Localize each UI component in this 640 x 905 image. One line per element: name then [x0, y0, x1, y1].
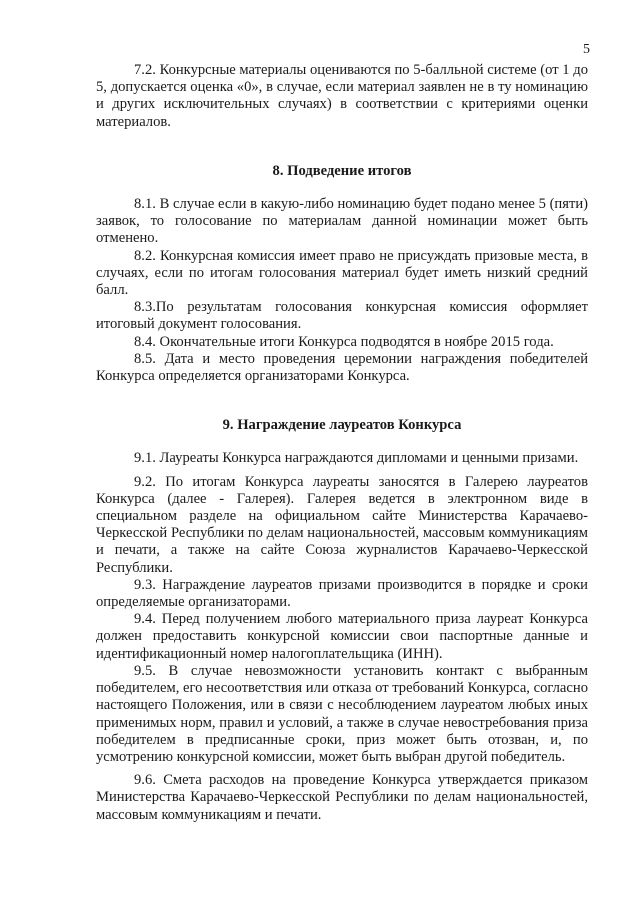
paragraph-9-2: 9.2. По итогам Конкурса лауреаты заносятся в Галерею лауреатов Конкурса (далее - Галерея). Галерея ведется в электронном виде в специальном разделе на официальном сайте Министерства Карачаево-Черкесской Республики по делам национальностей, массовым коммуникациям и печати, а также на сайте Союза журналистов Карачаево-Черкесской Республики.	[96, 473, 588, 576]
page-number: 5	[583, 42, 590, 57]
section-9-heading: 9. Награждение лауреатов Конкурса	[222, 417, 462, 434]
paragraph-9-3: 9.3. Награждение лауреатов призами производится в порядке и сроки определяемые организаторами.	[96, 576, 588, 611]
section-8-heading: 8. Подведение итогов	[272, 162, 412, 179]
paragraph-8-2: 8.2. Конкурсная комиссия имеет право не присуждать призовые места, в случаях, если по итогам голосования материал будет иметь низкий средний балл.	[96, 247, 588, 299]
paragraph-8-3: 8.3.По результатам голосования конкурсная комиссия оформляет итоговый документ голосования.	[96, 299, 588, 333]
paragraph-8-4: 8.4. Окончательные итоги Конкурса подводятся в ноябре 2015 года.	[134, 333, 554, 350]
paragraph-8-5: 8.5. Дата и место проведения церемонии награждения победителей Конкурса определяется организаторами Конкурса.	[96, 350, 588, 385]
paragraph-9-4: 9.4. Перед получением любого материального приза лауреат Конкурса должен предоставить конкурсной комиссии свои паспортные данные и идентификационный номер налогоплательщика (ИНН).	[96, 611, 588, 662]
paragraph-9-1: 9.1. Лауреаты Конкурса награждаются дипломами и ценными призами.	[134, 450, 579, 467]
document-body	[96, 62, 588, 824]
paragraph-9-6: 9.6. Смета расходов на проведение Конкурса утверждается приказом Министерства Карачаево-Черкесской Республики по делам национальностей, массовым коммуникациям и печати.	[96, 772, 588, 823]
paragraph-7-2: 7.2. Конкурсные материалы оцениваются по 5-балльной системе (от 1 до 5, допускается оценка «0», в случае, если материал заявлен не в ту номинацию и других исключительных случаях) в соответствии с критериями оценки материалов.	[96, 62, 588, 130]
paragraph-9-5: 9.5. В случае невозможности установить контакт с выбранным победителем, его несоответствия или отказа от требований Конкурса, согласно настоящего Положения, или в связи с несоблюдением лауреатом любых иных применимых норм, правил и условий, а также в случае невостребования приза победителем в предписанные сроки, приз может быть отозван, и, по усмотрению конкурсной комиссии, может быть выбран другой победитель.	[96, 662, 588, 765]
paragraph-8-1: 8.1. В случае если в какую-либо номинацию будет подано менее 5 (пяти) заявок, то голосование по материалам данной номинации может быть отменено.	[96, 196, 588, 247]
